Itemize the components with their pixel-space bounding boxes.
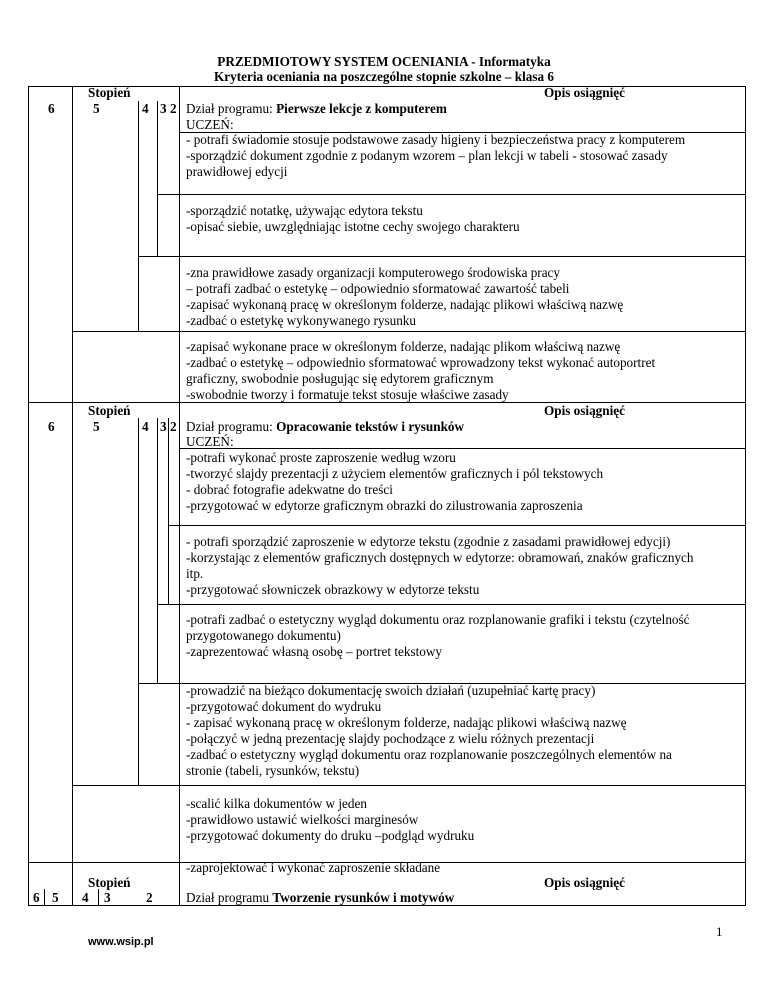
criteria-line: graficzny, swobodnie posługując się edytorem graficznym (186, 371, 494, 386)
criteria-line: -połączyć w jedną prezentację slajdy pochodzące z wielu różnych prezentacji (186, 731, 595, 746)
grade-6: 6 (48, 101, 55, 116)
dzial-heading: Dział programu Tworzenie rysunków i motywów (186, 890, 455, 905)
criteria-line: -sporządzić notatkę, używając edytora tekstu (186, 203, 423, 218)
stopien-label: Stopień (88, 85, 131, 100)
grade-5: 5 (52, 890, 59, 905)
grade-4: 4 (142, 419, 149, 434)
stopien-label: Stopień (88, 403, 131, 418)
grade-6: 6 (48, 419, 55, 434)
grade-3: 3 (160, 101, 167, 116)
criteria-line: -korzystając z elementów graficznych dostępnych w edytorze: obramowań, znaków graficznych (186, 550, 694, 565)
criteria-line: -prawidłowo ustawić wielkości marginesów (186, 812, 419, 827)
page-title: PRZEDMIOTOWY SYSTEM OCENIANIA - Informatyka (217, 54, 551, 69)
criteria-line: -scalić kilka dokumentów w jeden (186, 796, 367, 811)
uczen-label: UCZEŃ: (186, 434, 234, 449)
criteria-line: -przygotować w edytorze graficznym obrazki do zilustrowania zaproszenia (186, 498, 583, 513)
criteria-line: -zadbać o estetyczny wygląd dokumentu oraz rozplanowanie poszczególnych elementów na (186, 747, 672, 762)
criteria-line: - potrafi świadomie stosuje podstawowe zasady higieny i bezpieczeństwa pracy z komputerem (186, 132, 686, 147)
criteria-line: -opisać siebie, uwzględniając istotne cechy swojego charakteru (186, 219, 520, 234)
criteria-line: -swobodnie tworzy i formatuje tekst stosuje właściwe zasady (186, 387, 509, 402)
page-subtitle: Kryteria oceniania na poszczególne stopnie szkolne – klasa 6 (214, 69, 554, 84)
criteria-line: -przygotować dokumenty do druku –podgląd wydruku (186, 828, 475, 843)
opis-label: Opis osiągnięć (544, 403, 625, 418)
criteria-line: -zadbać o estetykę wykonywanego rysunku (186, 313, 416, 328)
criteria-line: - zapisać wykonaną pracę w określonym folderze, nadając plikowi właściwą nazwę (186, 715, 627, 730)
opis-label: Opis osiągnięć (544, 85, 625, 100)
grade-3: 3 (104, 890, 111, 905)
dzial-heading: Dział programu: Pierwsze lekcje z komputerem (186, 101, 447, 116)
criteria-line: -zaprojektować i wykonać zaproszenie składane (186, 860, 441, 875)
grade-3: 3 (160, 419, 167, 434)
criteria-line: -przygotować słowniczek obrazkowy w edytorze tekstu (186, 582, 480, 597)
grade-2: 2 (146, 890, 153, 905)
grade-4: 4 (142, 101, 149, 116)
criteria-line: prawidłowej edycji (186, 164, 288, 179)
criteria-line: przygotowanego dokumentu) (186, 628, 341, 643)
grade-2: 2 (170, 101, 177, 116)
criteria-line: – potrafi zadbać o estetykę – odpowiednio sformatować zawartość tabeli (186, 281, 570, 296)
grade-6: 6 (33, 890, 40, 905)
criteria-line: -zadbać o estetykę – odpowiednio sformatować wprowadzony tekst wykonać autoportret (186, 355, 656, 370)
criteria-line: -zapisać wykonane prace w określonym folderze, nadając plikom właściwą nazwę (186, 339, 621, 354)
criteria-line: -prowadzić na bieżąco dokumentację swoich działań (uzupełniać kartę pracy) (186, 683, 596, 698)
stopien-label: Stopień (88, 875, 131, 890)
publisher-url[interactable]: www.wsip.pl (88, 936, 154, 948)
grade-5: 5 (93, 101, 100, 116)
criteria-line: -potrafi wykonać proste zaproszenie według wzoru (186, 450, 456, 465)
grade-2: 2 (170, 419, 177, 434)
criteria-line: -tworzyć slajdy prezentacji z użyciem elementów graficznych i pól tekstowych (186, 466, 604, 481)
grade-5: 5 (93, 419, 100, 434)
dzial-heading: Dział programu: Opracowanie tekstów i rysunków (186, 419, 465, 434)
grade-4: 4 (82, 890, 89, 905)
criteria-line: stronie (tabeli, rysunków, tekstu) (186, 763, 360, 778)
criteria-line: itp. (186, 566, 204, 581)
opis-label: Opis osiągnięć (544, 875, 625, 890)
criteria-line: -zaprezentować własną osobę – portret tekstowy (186, 644, 442, 659)
criteria-line: -sporządzić dokument zgodnie z podanym wzorem – plan lekcji w tabeli - stosować zasady (186, 148, 668, 163)
criteria-line: -zna prawidłowe zasady organizacji komputerowego środowiska pracy (186, 265, 561, 280)
page-number: 1 (716, 924, 723, 939)
criteria-line: - potrafi sporządzić zaproszenie w edytorze tekstu (zgodnie z zasadami prawidłowej edycji) (186, 534, 671, 549)
uczen-label: UCZEŃ: (186, 117, 234, 132)
criteria-line: -potrafi zadbać o estetyczny wygląd dokumentu oraz rozplanowanie grafiki i tekstu (czytelność (186, 612, 690, 627)
criteria-line: -przygotować dokument do wydruku (186, 699, 382, 714)
criteria-line: -zapisać wykonaną pracę w określonym folderze, nadając plikowi właściwą nazwę (186, 297, 624, 312)
criteria-line: - dobrać fotografie adekwatne do treści (186, 482, 393, 497)
